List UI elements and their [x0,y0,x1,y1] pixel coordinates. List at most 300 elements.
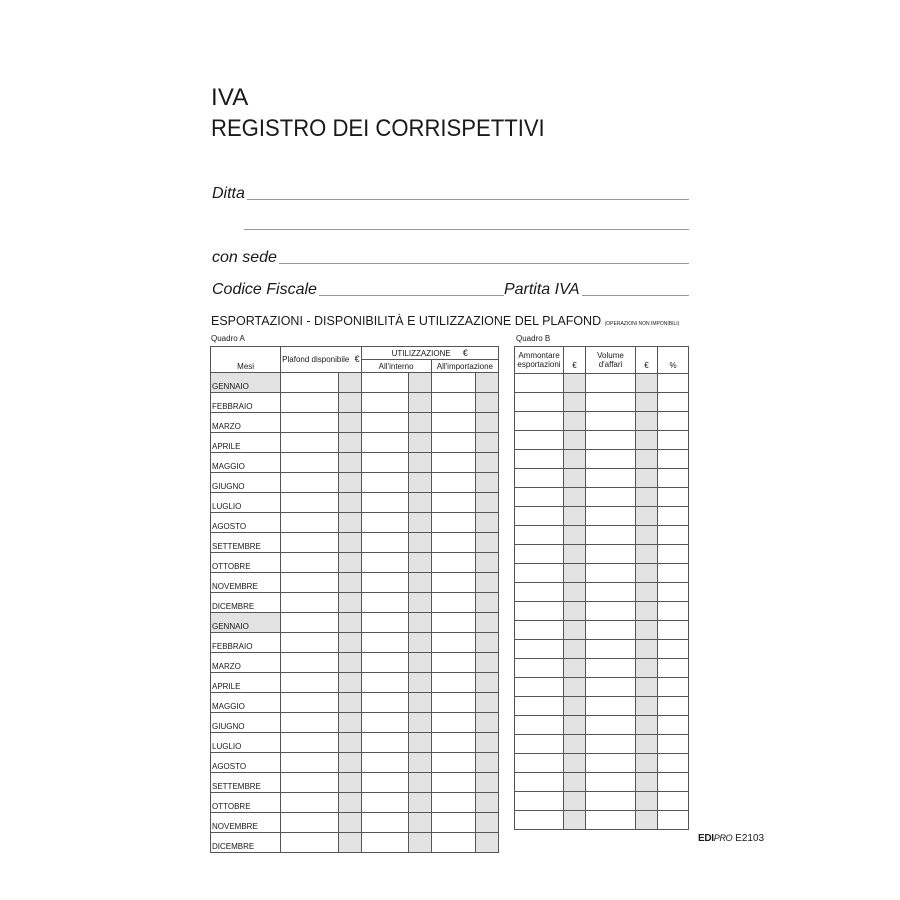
plafond-cents-cell[interactable] [339,753,361,773]
section-title-text: ESPORTAZIONI - DISPONIBILITÀ E UTILIZZAZIONE DEL PLAFOND [211,314,602,328]
plafond-cents-cell[interactable] [339,813,361,833]
importazione-cell[interactable] [431,753,475,773]
month-cell: AGOSTO [211,753,281,773]
table-row [211,793,499,813]
volume-cell[interactable] [586,431,636,450]
percent-cell[interactable] [658,450,689,469]
volume-cents-cell[interactable] [636,678,658,697]
volume-cents-cell[interactable] [636,431,658,450]
table-row [515,564,689,583]
volume-cents-cell[interactable] [636,602,658,621]
importazione-cents-cell[interactable] [475,513,498,533]
ammontare-cents-cell[interactable] [564,754,586,773]
volume-cents-cell[interactable] [636,469,658,488]
interno-cell[interactable] [361,573,408,593]
ammontare-cell[interactable] [515,754,564,773]
interno-cents-cell[interactable] [408,733,431,753]
volume-cell[interactable] [586,678,636,697]
ammontare-cents-cell[interactable] [564,678,586,697]
volume-cents-cell[interactable] [636,811,658,830]
plafond-cell[interactable] [281,553,339,573]
table-row [515,697,689,716]
importazione-cell[interactable] [431,433,475,453]
month-cell: APRILE [211,433,281,453]
ammontare-cell[interactable] [515,450,564,469]
interno-cell[interactable] [361,373,408,393]
importazione-cell[interactable] [431,733,475,753]
plafond-cell[interactable] [281,653,339,673]
volume-cell[interactable] [586,659,636,678]
plafond-cell[interactable] [281,433,339,453]
ammontare-cell[interactable] [515,469,564,488]
volume-cell[interactable] [586,507,636,526]
interno-cents-cell[interactable] [408,533,431,553]
ammontare-cents-cell[interactable] [564,716,586,735]
volume-cell[interactable] [586,564,636,583]
plafond-cents-cell[interactable] [339,373,361,393]
ammontare-cents-cell[interactable] [564,469,586,488]
table-row [211,453,499,473]
volume-cents-cell[interactable] [636,716,658,735]
plafond-cents-cell[interactable] [339,653,361,673]
volume-cents-cell[interactable] [636,697,658,716]
ammontare-cell[interactable] [515,792,564,811]
volume-cell[interactable] [586,773,636,792]
interno-cents-cell[interactable] [408,613,431,633]
importazione-cents-cell[interactable] [475,493,498,513]
importazione-cents-cell[interactable] [475,593,498,613]
ammontare-cents-cell[interactable] [564,792,586,811]
ammontare-cents-cell[interactable] [564,640,586,659]
importazione-cents-cell[interactable] [475,713,498,733]
percent-cell[interactable] [658,469,689,488]
interno-cell[interactable] [361,633,408,653]
interno-cents-cell[interactable] [408,813,431,833]
percent-cell[interactable] [658,773,689,792]
interno-cents-cell[interactable] [408,633,431,653]
importazione-cell[interactable] [431,693,475,713]
importazione-cents-cell[interactable] [475,673,498,693]
ammontare-cell[interactable] [515,811,564,830]
plafond-cents-cell[interactable] [339,773,361,793]
interno-cents-cell[interactable] [408,453,431,473]
table-row [515,678,689,697]
importazione-cents-cell[interactable] [475,573,498,593]
ammontare-cell[interactable] [515,678,564,697]
interno-cents-cell[interactable] [408,373,431,393]
interno-cents-cell[interactable] [408,573,431,593]
interno-cell[interactable] [361,513,408,533]
plafond-cents-cell[interactable] [339,573,361,593]
month-cell: DICEMBRE [211,833,281,853]
plafond-cents-cell[interactable] [339,493,361,513]
volume-cell[interactable] [586,469,636,488]
interno-cell[interactable] [361,533,408,553]
utilizzazione-header [361,347,499,360]
ammontare-cents-cell[interactable] [564,602,586,621]
volume-cents-cell[interactable] [636,640,658,659]
interno-cell[interactable] [361,613,408,633]
percent-cell[interactable] [658,412,689,431]
ammontare-cents-cell[interactable] [564,735,586,754]
ammontare-cell[interactable] [515,374,564,393]
volume-cell[interactable] [586,697,636,716]
importazione-cents-cell[interactable] [475,413,498,433]
ditta-field[interactable] [212,182,689,202]
volume-cents-cell[interactable] [636,564,658,583]
percent-cell[interactable] [658,792,689,811]
importazione-cell[interactable] [431,393,475,413]
importazione-cell[interactable] [431,513,475,533]
volume-cents-cell[interactable] [636,583,658,602]
importazione-cell[interactable] [431,453,475,473]
interno-cell[interactable] [361,653,408,673]
interno-cents-cell[interactable] [408,513,431,533]
month-cell: NOVEMBRE [211,813,281,833]
importazione-cents-cell[interactable] [475,473,498,493]
percent-cell[interactable] [658,545,689,564]
volume-cents-cell[interactable] [636,621,658,640]
col-importazione-header: All'importazione [431,360,498,373]
plafond-cents-cell[interactable] [339,713,361,733]
ammontare-cell[interactable] [515,545,564,564]
importazione-cell[interactable] [431,613,475,633]
importazione-cell[interactable] [431,713,475,733]
con-sede-line [279,262,689,264]
importazione-cell[interactable] [431,593,475,613]
importazione-cents-cell[interactable] [475,553,498,573]
percent-cell[interactable] [658,716,689,735]
plafond-cents-cell[interactable] [339,793,361,813]
volume-cents-cell[interactable] [636,526,658,545]
plafond-cell[interactable] [281,533,339,553]
percent-cell[interactable] [658,564,689,583]
interno-cents-cell[interactable] [408,793,431,813]
importazione-cents-cell[interactable] [475,433,498,453]
importazione-cents-cell[interactable] [475,793,498,813]
percent-cell[interactable] [658,735,689,754]
importazione-cell[interactable] [431,673,475,693]
volume-cell[interactable] [586,545,636,564]
ammontare-cell[interactable] [515,583,564,602]
importazione-cell[interactable] [431,633,475,653]
percent-cell[interactable] [658,811,689,830]
ditta-extra-line[interactable] [244,229,689,230]
importazione-cents-cell[interactable] [475,633,498,653]
plafond-cents-cell[interactable] [339,633,361,653]
plafond-cents-cell[interactable] [339,393,361,413]
interno-cents-cell[interactable] [408,673,431,693]
volume-euro: € [636,347,658,374]
volume-cell[interactable] [586,621,636,640]
table-row [211,613,499,633]
importazione-cents-cell[interactable] [475,393,498,413]
plafond-cell[interactable] [281,673,339,693]
interno-cents-cell[interactable] [408,753,431,773]
col-mesi-header: Mesi [211,347,281,373]
importazione-cell[interactable] [431,533,475,553]
ammontare-cents-cell[interactable] [564,431,586,450]
plafond-cell[interactable] [281,493,339,513]
interno-cents-cell[interactable] [408,593,431,613]
col-plafond-header [281,347,361,373]
volume-cell[interactable] [586,754,636,773]
ammontare-cents-cell[interactable] [564,374,586,393]
ammontare-cents-cell[interactable] [564,545,586,564]
importazione-cents-cell[interactable] [475,453,498,473]
ammontare-cell[interactable] [515,735,564,754]
importazione-cents-cell[interactable] [475,753,498,773]
ammontare-cents-cell[interactable] [564,393,586,412]
month-cell: FEBBRAIO [211,393,281,413]
percent-cell[interactable] [658,621,689,640]
interno-cents-cell[interactable] [408,433,431,453]
plafond-cell[interactable] [281,793,339,813]
interno-cents-cell[interactable] [408,833,431,853]
plafond-cell[interactable] [281,513,339,533]
ammontare-cents-cell[interactable] [564,450,586,469]
volume-cell[interactable] [586,792,636,811]
percent-cell[interactable] [658,678,689,697]
interno-cell[interactable] [361,673,408,693]
importazione-cents-cell[interactable] [475,653,498,673]
ammontare-cell[interactable] [515,697,564,716]
interno-cell[interactable] [361,693,408,713]
interno-cents-cell[interactable] [408,653,431,673]
volume-cell[interactable] [586,393,636,412]
quadro-a-table [210,346,499,853]
importazione-cell[interactable] [431,473,475,493]
percent-cell[interactable] [658,393,689,412]
percent-cell[interactable] [658,488,689,507]
volume-cell[interactable] [586,811,636,830]
ammontare-cell[interactable] [515,716,564,735]
interno-cell[interactable] [361,773,408,793]
ammontare-cents-cell[interactable] [564,697,586,716]
plafond-cell[interactable] [281,773,339,793]
percent-cell[interactable] [658,526,689,545]
interno-cell[interactable] [361,813,408,833]
plafond-cell[interactable] [281,713,339,733]
table-row [211,833,499,853]
interno-cell[interactable] [361,553,408,573]
volume-cents-cell[interactable] [636,659,658,678]
importazione-cell[interactable] [431,493,475,513]
plafond-cell[interactable] [281,413,339,433]
ammontare-cents-cell[interactable] [564,526,586,545]
volume-cents-cell[interactable] [636,393,658,412]
percent-cell[interactable] [658,697,689,716]
plafond-cents-cell[interactable] [339,533,361,553]
codice-fiscale-line [319,294,504,296]
interno-cents-cell[interactable] [408,713,431,733]
volume-cell[interactable] [586,374,636,393]
plafond-cents-cell[interactable] [339,513,361,533]
percent-cell[interactable] [658,374,689,393]
table-row [211,413,499,433]
interno-cents-cell[interactable] [408,553,431,573]
ammontare-cell[interactable] [515,431,564,450]
interno-cell[interactable] [361,413,408,433]
utilizzazione-euro: € [462,347,468,358]
interno-cents-cell[interactable] [408,493,431,513]
volume-cents-cell[interactable] [636,735,658,754]
interno-cell[interactable] [361,493,408,513]
plafond-cell[interactable] [281,613,339,633]
plafond-cents-cell[interactable] [339,693,361,713]
importazione-cell[interactable] [431,573,475,593]
importazione-cell[interactable] [431,833,475,853]
importazione-cell[interactable] [431,773,475,793]
volume-cents-cell[interactable] [636,450,658,469]
plafond-cell[interactable] [281,833,339,853]
table-row [515,716,689,735]
table-row [515,507,689,526]
plafond-cents-cell[interactable] [339,473,361,493]
codice-fiscale-label: Codice Fiscale [212,281,317,298]
importazione-cell[interactable] [431,653,475,673]
plafond-cents-cell[interactable] [339,433,361,453]
ammontare-cell[interactable] [515,602,564,621]
con-sede-field[interactable] [212,246,689,266]
plafond-cell[interactable] [281,693,339,713]
plafond-cell[interactable] [281,473,339,493]
plafond-cents-cell[interactable] [339,593,361,613]
volume-cents-cell[interactable] [636,507,658,526]
interno-cell[interactable] [361,593,408,613]
plafond-cell[interactable] [281,633,339,653]
importazione-cell[interactable] [431,793,475,813]
importazione-cents-cell[interactable] [475,773,498,793]
ammontare-cell[interactable] [515,640,564,659]
interno-cell[interactable] [361,713,408,733]
volume-cell[interactable] [586,716,636,735]
plafond-cell[interactable] [281,753,339,773]
interno-cell[interactable] [361,433,408,453]
ammontare-cell[interactable] [515,526,564,545]
importazione-cents-cell[interactable] [475,833,498,853]
plafond-cents-cell[interactable] [339,833,361,853]
plafond-cell[interactable] [281,593,339,613]
percent-cell[interactable] [658,640,689,659]
interno-cents-cell[interactable] [408,473,431,493]
codice-fiscale-field[interactable] [212,278,689,298]
interno-cell[interactable] [361,453,408,473]
plafond-cents-cell[interactable] [339,453,361,473]
plafond-cell[interactable] [281,373,339,393]
interno-cents-cell[interactable] [408,773,431,793]
plafond-cell[interactable] [281,393,339,413]
month-cell: OTTOBRE [211,793,281,813]
utilizzazione-label: UTILIZZAZIONE [391,348,451,358]
ammontare-cell[interactable] [515,507,564,526]
volume-cents-cell[interactable] [636,792,658,811]
interno-cents-cell[interactable] [408,413,431,433]
importazione-cents-cell[interactable] [475,733,498,753]
ammontare-cents-cell[interactable] [564,583,586,602]
ammontare-cents-cell[interactable] [564,621,586,640]
importazione-cell[interactable] [431,413,475,433]
table-row [211,773,499,793]
volume-cents-cell[interactable] [636,412,658,431]
ammontare-cell[interactable] [515,621,564,640]
volume-cents-cell[interactable] [636,754,658,773]
interno-cell[interactable] [361,833,408,853]
volume-cell[interactable] [586,526,636,545]
plafond-cell[interactable] [281,733,339,753]
volume-cents-cell[interactable] [636,545,658,564]
percent-cell[interactable] [658,431,689,450]
plafond-cell[interactable] [281,813,339,833]
table-row [515,659,689,678]
percent-cell[interactable] [658,602,689,621]
importazione-cents-cell[interactable] [475,813,498,833]
importazione-cell[interactable] [431,553,475,573]
interno-cents-cell[interactable] [408,393,431,413]
ammontare-cents-cell[interactable] [564,507,586,526]
importazione-cents-cell[interactable] [475,613,498,633]
percent-cell[interactable] [658,659,689,678]
ammontare-cents-cell[interactable] [564,488,586,507]
volume-cents-cell[interactable] [636,374,658,393]
volume-cell[interactable] [586,450,636,469]
importazione-cents-cell[interactable] [475,533,498,553]
ammontare-cents-cell[interactable] [564,564,586,583]
plafond-cents-cell[interactable] [339,553,361,573]
interno-cell[interactable] [361,473,408,493]
importazione-cents-cell[interactable] [475,373,498,393]
ammontare-cents-cell[interactable] [564,773,586,792]
importazione-cell[interactable] [431,813,475,833]
interno-cell[interactable] [361,793,408,813]
ammontare-cell[interactable] [515,393,564,412]
plafond-cents-cell[interactable] [339,413,361,433]
volume-cell[interactable] [586,640,636,659]
volume-cell[interactable] [586,412,636,431]
interno-cell[interactable] [361,733,408,753]
plafond-cell[interactable] [281,453,339,473]
volume-cell[interactable] [586,583,636,602]
ammontare-cell[interactable] [515,564,564,583]
table-row [515,754,689,773]
plafond-cents-cell[interactable] [339,673,361,693]
interno-cell[interactable] [361,753,408,773]
plafond-cents-cell[interactable] [339,733,361,753]
percent-cell[interactable] [658,754,689,773]
ammontare-cents-cell[interactable] [564,412,586,431]
interno-cell[interactable] [361,393,408,413]
ammontare-cell[interactable] [515,773,564,792]
importazione-cell[interactable] [431,373,475,393]
plafond-cell[interactable] [281,573,339,593]
volume-cell[interactable] [586,488,636,507]
ammontare-cell[interactable] [515,659,564,678]
percent-cell[interactable] [658,507,689,526]
volume-cents-cell[interactable] [636,773,658,792]
ammontare-cell[interactable] [515,488,564,507]
volume-cents-cell[interactable] [636,488,658,507]
ammontare-cents-cell[interactable] [564,811,586,830]
ammontare-cell[interactable] [515,412,564,431]
volume-cell[interactable] [586,735,636,754]
volume-cell[interactable] [586,602,636,621]
importazione-cents-cell[interactable] [475,693,498,713]
ammontare-cents-cell[interactable] [564,659,586,678]
plafond-cents-cell[interactable] [339,613,361,633]
month-cell: GENNAIO [211,373,281,393]
percent-cell[interactable] [658,583,689,602]
interno-cents-cell[interactable] [408,693,431,713]
